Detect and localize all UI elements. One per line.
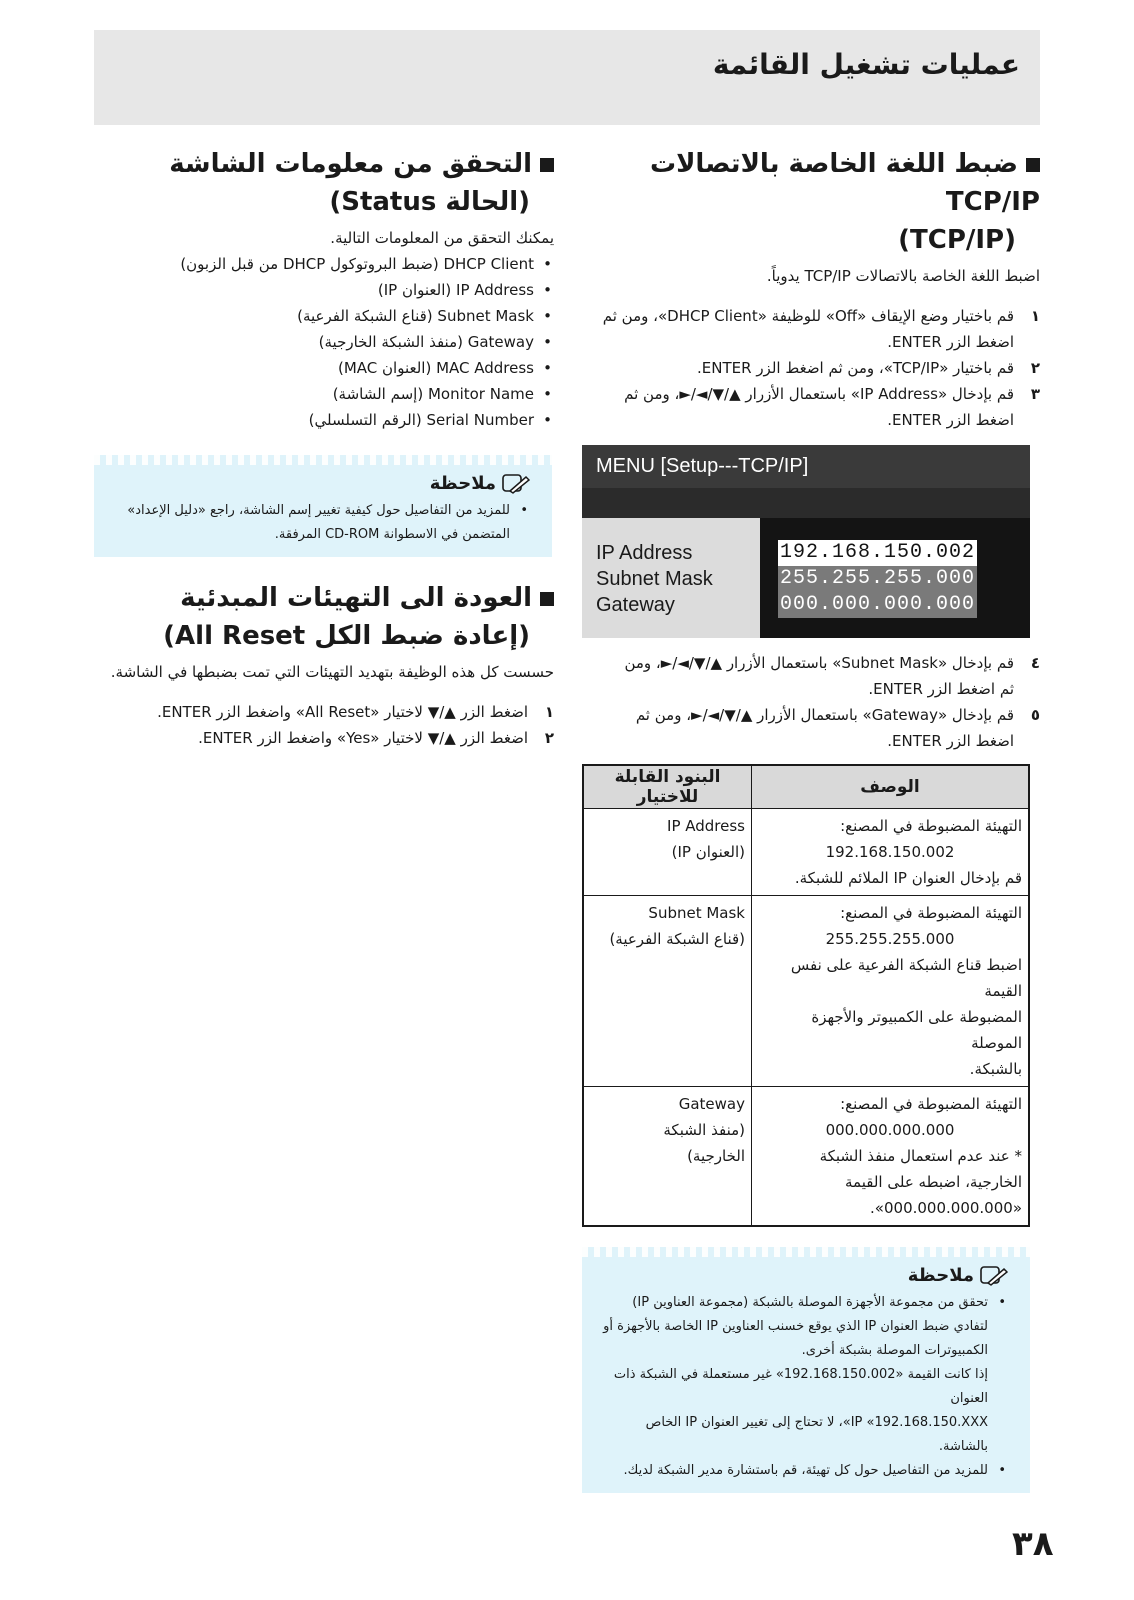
note-box-right bbox=[582, 1247, 1030, 1493]
table-cell-item bbox=[583, 896, 752, 1087]
reset-section bbox=[94, 579, 554, 751]
step-number: ٥ bbox=[1030, 706, 1040, 724]
osd-label-subnet: Subnet Mask bbox=[596, 568, 713, 590]
settings-table-wrap bbox=[582, 764, 1030, 1227]
desc-line: التهيئة المضبوطة في المصنع: bbox=[840, 1095, 1022, 1113]
note-text: IP «192.168.150.XXX»، لا تحتاج إلى تغيير العنوان IP الخاص بالشاشة. bbox=[645, 1415, 988, 1454]
step-number: ٢ bbox=[544, 729, 554, 747]
item-name: IP Address bbox=[667, 817, 745, 835]
status-list bbox=[94, 251, 554, 433]
desc-line: «000.000.000.000». bbox=[870, 1199, 1022, 1217]
page-number: ٣٨ bbox=[1012, 1524, 1054, 1564]
list-item: • Monitor Name (إسم الشاشة) bbox=[94, 381, 554, 407]
item-name: Gateway bbox=[678, 1095, 745, 1113]
item-sub: (قناع الشبكة الفرعية) bbox=[609, 930, 745, 948]
step-text: اضغط الزر ▲/▼ لاختيار «Yes» واضغط الزر ENTER. bbox=[198, 729, 528, 747]
tcpip-step-3 bbox=[580, 381, 1040, 433]
osd-value-subnet: 255.255.255.000 bbox=[780, 567, 976, 590]
step-text: اضغط الزر ENTER. bbox=[887, 411, 1014, 429]
step-text: اضغط الزر ENTER. bbox=[887, 732, 1014, 750]
note-text: • تحقق من مجموعة الأجهزة الموصلة بالشبكة (مجموعة العناوين IP) bbox=[632, 1295, 988, 1310]
table-header-desc: الوصف bbox=[752, 765, 1030, 809]
tcpip-section bbox=[580, 145, 1040, 1493]
status-title-line2: (الحالة Status) bbox=[329, 187, 530, 217]
list-item: • IP Address (العنوان IP) bbox=[94, 277, 554, 303]
step-text: قم باختيار وضع الإيقاف «Off» للوظيفة «DHCP Client»، ومن ثم bbox=[602, 307, 1014, 325]
desc-line: التهيئة المضبوطة في المصنع: bbox=[840, 904, 1022, 922]
note-text: المتضمن في الاسطوانة CD-ROM المرفقة. bbox=[274, 527, 510, 542]
table-row bbox=[583, 896, 1029, 1087]
table-cell-desc bbox=[752, 896, 1030, 1087]
table-header-item: البنود القابلة للاختيار bbox=[583, 765, 752, 809]
tcpip-title bbox=[580, 145, 1040, 221]
reset-title-line1: العودة الى التهيئات المبدئية bbox=[180, 583, 532, 613]
tcpip-step-4 bbox=[580, 650, 1040, 702]
step-text: ثم اضغط الزر ENTER. bbox=[868, 680, 1014, 698]
step-text: اضغط الزر ▲/▼ لاختيار «All Reset» واضغط الزر ENTER. bbox=[157, 703, 528, 721]
status-title bbox=[94, 145, 554, 183]
table-header-row bbox=[583, 765, 1029, 809]
table-row bbox=[583, 1087, 1029, 1227]
table-cell-item bbox=[583, 809, 752, 896]
desc-line: التهيئة المضبوطة في المصنع: bbox=[840, 817, 1022, 835]
note-text: • للمزيد من التفاصيل حول كيفية تغيير إسم الشاشة، راجع «دليل الإعداد» bbox=[127, 503, 510, 518]
item-sub: (منفذ الشبكة bbox=[663, 1121, 745, 1139]
reset-title-line2: (إعادة ضبط الكل All Reset) bbox=[163, 621, 530, 651]
osd-label-gateway: Gateway bbox=[596, 594, 675, 616]
note-text: لتفادي ضبط العنوان IP الذي يوقع خسنب العناوين IP الخاصة بالأجهزة أو bbox=[603, 1319, 988, 1334]
osd-menu-title: MENU [Setup---TCP/IP] bbox=[596, 455, 809, 477]
table-row bbox=[583, 809, 1029, 896]
item-sub: الخارجية) bbox=[687, 1147, 745, 1165]
list-item: • Gateway (منفذ الشبكة الخارجية) bbox=[94, 329, 554, 355]
reset-title bbox=[94, 579, 554, 617]
note-item bbox=[596, 1459, 1008, 1483]
step-text: قم باختيار «TCP/IP»، ومن ثم اضغط الزر ENTER. bbox=[697, 359, 1014, 377]
section-square-icon bbox=[540, 592, 554, 606]
note-item bbox=[596, 1291, 1008, 1459]
desc-line: قم بإدخال العنوان IP الملائم للشبكة. bbox=[794, 869, 1022, 887]
list-item: • MAC Address (العنوان MAC) bbox=[94, 355, 554, 381]
section-square-icon bbox=[1026, 158, 1040, 172]
step-text: اضغط الزر ENTER. bbox=[887, 333, 1014, 351]
section-square-icon bbox=[540, 158, 554, 172]
note-item bbox=[108, 499, 530, 547]
note-text: إذا كانت القيمة «192.168.150.002» غير مستعملة في الشبكة ذات العنوان bbox=[613, 1367, 988, 1406]
osd-menu-labels bbox=[582, 518, 760, 638]
desc-line: اضبط قناع الشبكة الفرعية على نفس القيمة bbox=[790, 956, 1022, 1000]
step-text: قم بإدخال «Gateway» باستعمال الأزرار ▲/▼/◄/►، ومن ثم bbox=[635, 706, 1014, 724]
tcpip-title-line1: ضبط اللغة الخاصة بالاتصالات TCP/IP bbox=[649, 149, 1040, 217]
note-heading-text: ملاحظة bbox=[429, 473, 496, 494]
note-text: للمزيد من التفاصيل حول كل تهيئة، قم باستشارة مدير الشبكة لديك. bbox=[623, 1463, 988, 1478]
step-text: قم بإدخال «Subnet Mask» باستعمال الأزرار ▲/▼/◄/►، ومن bbox=[624, 654, 1014, 672]
pencil-icon bbox=[496, 473, 530, 494]
desc-line: الخارجية، اضبطه على القيمة bbox=[845, 1173, 1022, 1191]
step-number: ٣ bbox=[1030, 385, 1040, 403]
tcpip-title-line2: (TCP/IP) bbox=[898, 225, 1016, 255]
reset-intro: حسست كل هذه الوظيفة بتهديد التهيئات التي تمت بضبطها في الشاشة. bbox=[110, 663, 554, 681]
desc-line: * عند عدم استعمال منفذ الشبكة bbox=[819, 1147, 1022, 1165]
note-heading bbox=[582, 1257, 1030, 1291]
osd-menu-bar bbox=[582, 488, 1030, 518]
pencil-icon bbox=[974, 1265, 1008, 1286]
note-heading bbox=[94, 465, 552, 499]
note-left-list bbox=[94, 499, 552, 557]
note-text: الكمبيوترات الموصلة بشبكة أخرى. bbox=[801, 1343, 988, 1358]
osd-value-gateway: 000.000.000.000 bbox=[780, 593, 976, 616]
tcpip-intro: اضبط اللغة الخاصة بالاتصالات TCP/IP يدوياً. bbox=[766, 267, 1040, 285]
reset-step-2 bbox=[94, 725, 554, 751]
note-dash-border bbox=[582, 1247, 1030, 1257]
status-intro: يمكنك التحقق من المعلومات التالية. bbox=[330, 229, 554, 247]
table-cell-desc bbox=[752, 809, 1030, 896]
tcpip-step-5 bbox=[580, 702, 1040, 754]
step-number: ٢ bbox=[1030, 359, 1040, 377]
list-item: • Serial Number (الرقم التسلسلي) bbox=[94, 407, 554, 433]
note-box-left bbox=[94, 455, 552, 557]
desc-default-value: 000.000.000.000 bbox=[825, 1121, 955, 1139]
osd-menu bbox=[582, 445, 1030, 638]
tcpip-step-2 bbox=[580, 355, 1040, 381]
note-heading-text: ملاحظة bbox=[907, 1265, 974, 1286]
step-text: قم بإدخال «IP Address» باستعمال الأزرار ▲/▼/◄/►، ومن ثم bbox=[624, 385, 1014, 403]
desc-default-value: 192.168.150.002 bbox=[825, 843, 955, 861]
tcpip-steps-b bbox=[580, 650, 1040, 754]
reset-step-1 bbox=[94, 699, 554, 725]
step-number: ١ bbox=[544, 703, 554, 721]
page-header-title: عمليات تشغيل القائمة bbox=[712, 48, 1020, 81]
step-number: ١ bbox=[1030, 307, 1040, 325]
settings-table bbox=[582, 764, 1030, 1227]
osd-menu-values bbox=[760, 518, 1030, 638]
item-name: Subnet Mask bbox=[648, 904, 745, 922]
status-title-line1: التحقق من معلومات الشاشة bbox=[169, 149, 532, 179]
tcpip-step-1 bbox=[580, 303, 1040, 355]
status-section bbox=[94, 145, 554, 751]
osd-menu-body bbox=[582, 518, 1030, 638]
note-dash-border bbox=[94, 455, 552, 465]
desc-line: بالشبكة. bbox=[969, 1060, 1022, 1078]
table-cell-desc bbox=[752, 1087, 1030, 1227]
note-right-list bbox=[582, 1291, 1030, 1493]
desc-default-value: 255.255.255.000 bbox=[825, 930, 955, 948]
list-item: • Subnet Mask (قناع الشبكة الفرعية) bbox=[94, 303, 554, 329]
item-sub: (العنوان IP) bbox=[671, 843, 745, 861]
osd-label-ip: IP Address bbox=[596, 542, 693, 564]
step-number: ٤ bbox=[1030, 654, 1040, 672]
list-item: • DHCP Client (ضبط البروتوكول DHCP من قبل الزبون) bbox=[94, 251, 554, 277]
reset-steps bbox=[94, 699, 554, 751]
osd-value-ip: 192.168.150.002 bbox=[780, 541, 976, 564]
tcpip-steps bbox=[580, 303, 1040, 433]
desc-line: المضبوطة على الكمبيوتر والأجهزة الموصلة bbox=[811, 1008, 1022, 1052]
table-cell-item bbox=[583, 1087, 752, 1227]
